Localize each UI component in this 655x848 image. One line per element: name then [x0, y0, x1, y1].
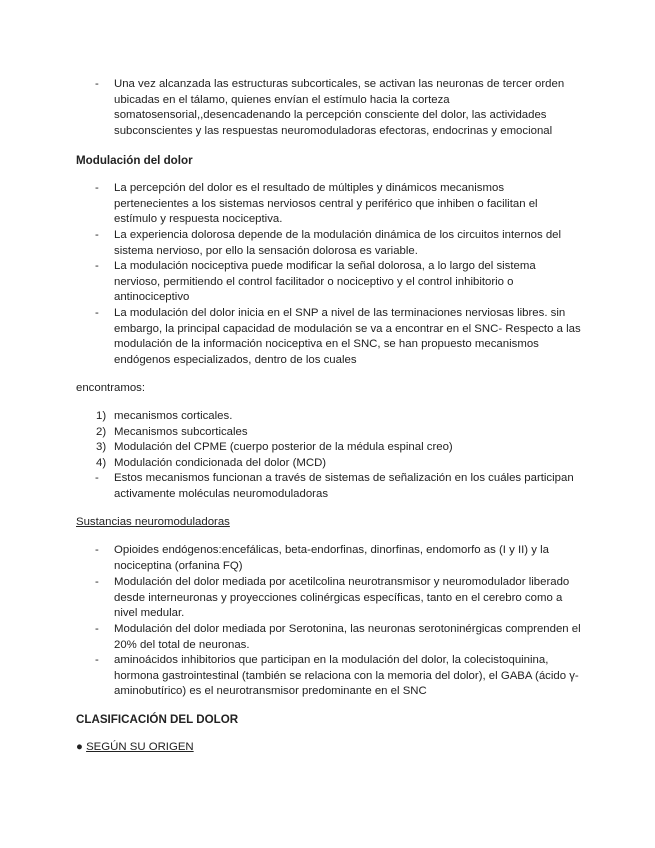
list-item-text: aminoácidos inhibitorios que participan en la modulación del dolor, la colecistoquinina, hormona gastrointestinal (también se relaciona con la memoria del dolor), el GABA (ácido γ-aminobutírico) es el neurotransmisor predominante en el SNC [114, 654, 579, 697]
numbered-item [76, 425, 581, 441]
bullet-icon: ● [76, 741, 83, 753]
list-item-text: Una vez alcanzada las estructuras subcorticales, se activan las neuronas de tercer orden ubicadas en el tálamo, quienes envían el estímulo hacia la corteza somatosensorial,,desencadenando la percepción consciente del dolor, las actividades subconscientes y las respuestas neuromoduladoras efectoras, endocrinas y emocional [114, 78, 565, 137]
dash-marker: - [95, 78, 99, 90]
dash-marker: - [95, 229, 99, 241]
numbered-item [76, 456, 581, 472]
list-item-text: Modulación del dolor mediada por acetilcolina neurotransmisor y neuromodulador liberado desde interneuronas y proyecciones colinérgicas específicas, tanto en el cerebro como a nivel medular. [114, 576, 570, 619]
dash-marker: - [95, 544, 99, 556]
dash-marker: - [95, 472, 99, 484]
dash-marker: - [95, 307, 99, 319]
list-item [76, 228, 581, 259]
numbered-item-text: Modulación del CPME (cuerpo posterior de la médula espinal creo) [114, 441, 453, 453]
list-item [76, 543, 581, 574]
numbered-item-text: Modulación condicionada del dolor (MCD) [114, 457, 327, 469]
list-item [76, 259, 581, 306]
section-heading: CLASIFICACIÓN DEL DOLOR [76, 713, 239, 726]
number-marker: 3) [96, 441, 107, 453]
numbered-item-text: mecanismos corticales. [114, 410, 233, 422]
list-item-text: La modulación del dolor inicia en el SNP a nivel de las terminaciones nerviosas libres. sin embargo, la principal capacidad de modulación se va a encontrar en el SNC- Respecto a las modulación de la información nociceptiva en el SNC, se han propuesto mecanismos endógenos especializados, dentro de los cuales [114, 307, 581, 366]
dash-marker: - [95, 576, 99, 588]
origin-line [76, 740, 194, 756]
list-item-text: Estos mecanismos funcionan a través de sistemas de señalización en los cuáles participan activamente moléculas neuromoduladoras [114, 472, 574, 500]
dash-marker: - [95, 623, 99, 635]
dash-marker: - [95, 654, 99, 666]
number-marker: 4) [96, 457, 107, 469]
subsection-heading: Sustancias neuromoduladoras [76, 516, 230, 528]
list-item [76, 181, 581, 228]
list-item [76, 77, 581, 139]
list-item [76, 306, 581, 368]
list-item [76, 622, 581, 653]
number-marker: 1) [96, 410, 107, 422]
numbered-item [76, 409, 581, 425]
list-item [76, 653, 581, 700]
numbered-item-text: Mecanismos subcorticales [114, 426, 248, 438]
list-item-text: Opioides endógenos:encefálicas, beta-endorfinas, dinorfinas, endomorfo as (I y II) y la nociceptina (orfanina FQ) [114, 544, 549, 572]
list-item [76, 575, 581, 622]
numbered-item [76, 440, 581, 456]
list-item-text: La percepción del dolor es el resultado de múltiples y dinámicos mecanismos pertenecientes a los sistemas nerviosos central y periférico que inhiben o facilitan el estímulo y respuesta nociceptiva. [114, 182, 538, 225]
list-item-text: Modulación del dolor mediada por Serotonina, las neuronas serotoninérgicas comprenden el 20% del total de neuronas. [114, 623, 581, 651]
paragraph-text: encontramos: [76, 382, 146, 394]
number-marker: 2) [96, 426, 107, 438]
dash-marker: - [95, 182, 99, 194]
origin-heading: SEGÚN SU ORIGEN [86, 741, 194, 753]
dash-marker: - [95, 260, 99, 272]
list-item [76, 471, 581, 502]
list-item-text: La experiencia dolorosa depende de la modulación dinámica de los circuitos internos del sistema nervioso, por ello la sensación dolorosa es variable. [114, 229, 562, 257]
list-item-text: La modulación nociceptiva puede modificar la señal dolorosa, a lo largo del sistema nervioso, permitiendo el control facilitador o nociceptivo y el control inhibitorio o antinociceptivo [114, 260, 536, 303]
section-heading: Modulación del dolor [76, 154, 193, 167]
